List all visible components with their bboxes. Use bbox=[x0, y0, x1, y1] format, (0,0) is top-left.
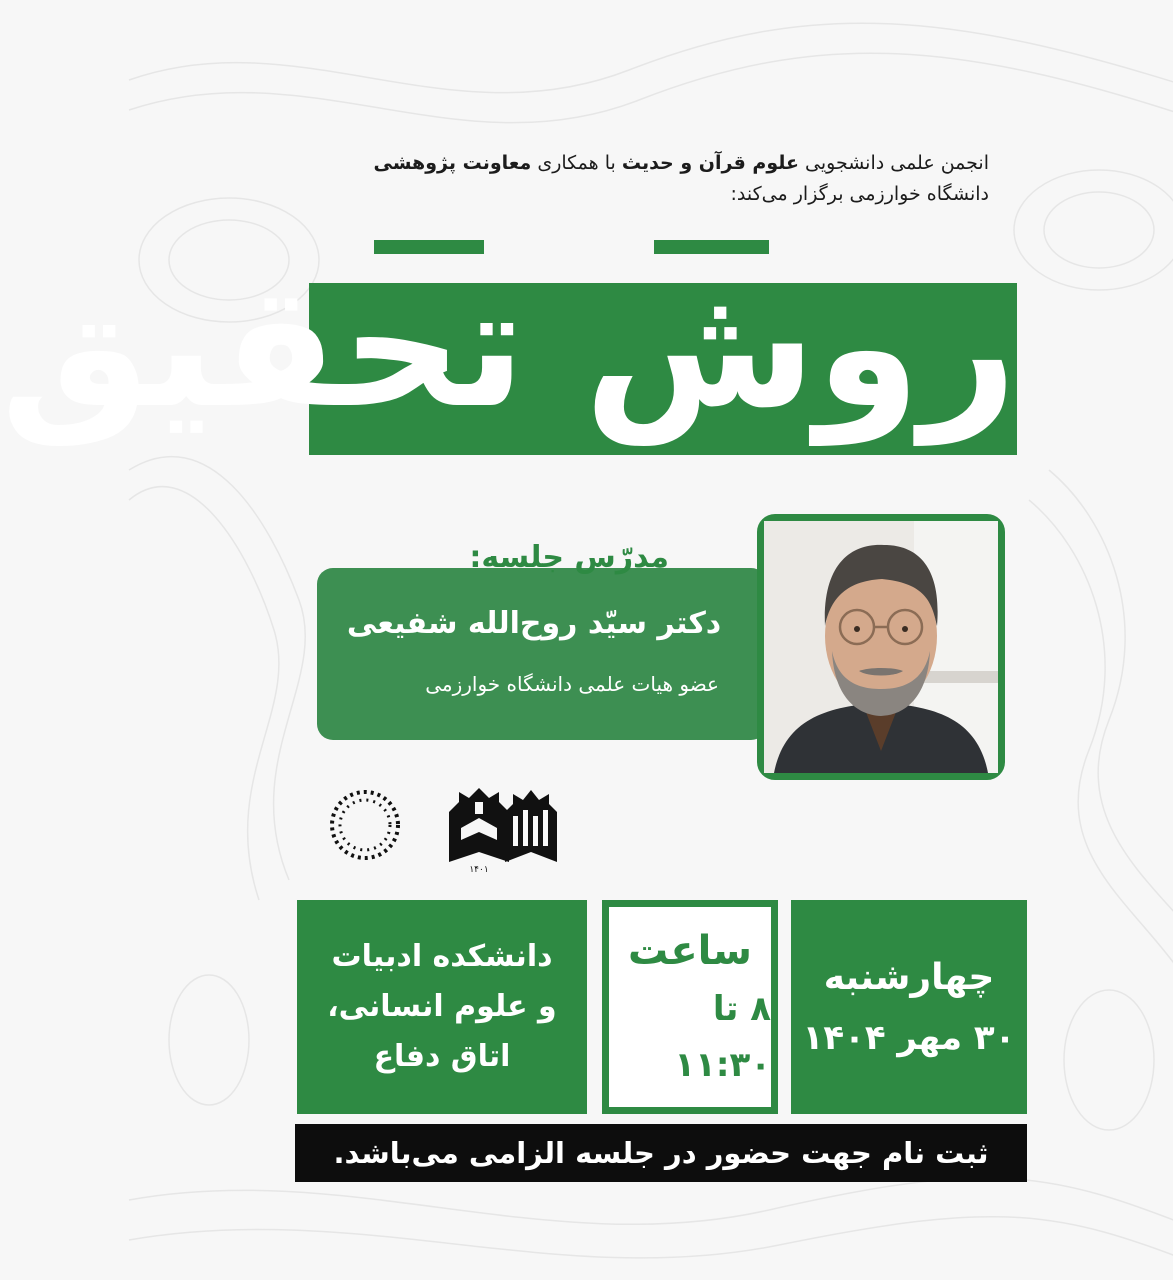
intro-line-2: دانشگاه خوارزمی برگزار می‌کند: bbox=[730, 183, 989, 205]
speaker-card bbox=[317, 568, 767, 740]
speaker-portrait-icon bbox=[764, 521, 998, 773]
speaker-name: دکتر سیّد روح‌الله شفیعی bbox=[346, 606, 722, 641]
speaker-role: عضو هیات علمی دانشگاه خوارزمی bbox=[425, 672, 719, 696]
time-label: ساعت bbox=[627, 928, 753, 974]
event-title: روش تحقیق bbox=[0, 249, 1017, 445]
place-box bbox=[297, 900, 587, 1114]
place-line-2: و علوم انسانی، bbox=[327, 989, 557, 1024]
quran-emblem-icon bbox=[449, 788, 509, 875]
time-box bbox=[602, 900, 778, 1114]
date-day: چهارشنبه bbox=[823, 957, 995, 998]
intro-line-1: انجمن علمی دانشجویی علوم قرآن و حدیث با همکاری معاونت پژوهشی bbox=[373, 152, 989, 174]
place-line-1: دانشکده ادبیات bbox=[331, 939, 553, 974]
date-box bbox=[791, 900, 1027, 1114]
date-value: ۳۰ مهر ۱۴۰۴ bbox=[802, 1018, 1016, 1058]
university-emblem-icon bbox=[505, 790, 557, 862]
circular-swirl-logo-icon bbox=[332, 792, 398, 858]
speaker-heading: مدرّس جلسه: bbox=[469, 540, 669, 575]
time-value: ۸ تا ۱۱:۳۰ bbox=[674, 989, 771, 1085]
logos-row bbox=[325, 782, 565, 875]
place-line-3: اتاق دفاع bbox=[373, 1039, 511, 1074]
intro-text bbox=[309, 148, 989, 210]
emblem-year-label: ۱۴۰۱ bbox=[469, 865, 489, 875]
registration-notice: ثبت نام جهت حضور در جلسه الزامی می‌باشد. bbox=[295, 1124, 1027, 1182]
speaker-photo bbox=[757, 514, 1005, 780]
